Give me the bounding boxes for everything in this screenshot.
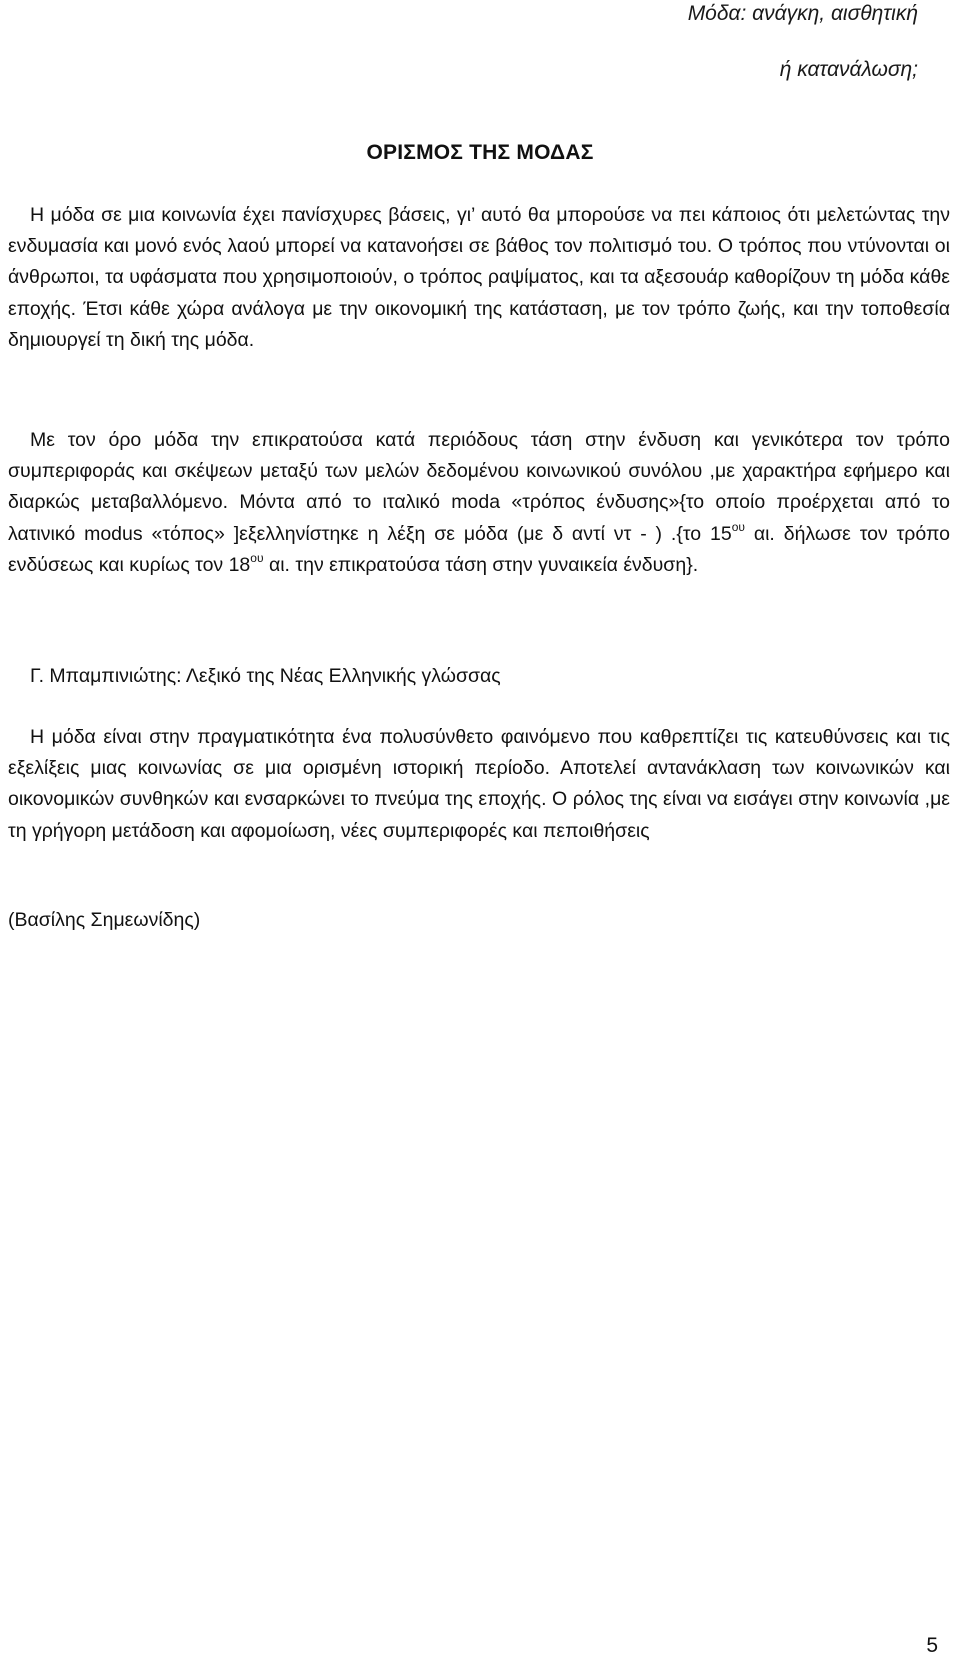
citation-author: (Βασίλης Σημεωνίδης) (8, 909, 201, 931)
definition-text-part-1: Με τον όρο μόδα την επικρατούσα κατά περιόδους τάση στην ένδυση και γενικότερα τον τρόπο συμπεριφοράς και σκέψεων μεταξύ των μελών δεδομένου κοινωνικού συνόλου ,με χαρακτήρα εφήμερο και διαρκώς μεταβαλλόμενο. Μόντα από το ιταλικό moda «τρόπος ένδυσης»{το οποίο προέρχεται από το λατινικό modus «τόπος» ]εξελληνίστηκε η λέξη σε μόδα (με δ αντί ντ - ) .{το 15 (8, 429, 950, 545)
citation-dictionary: Γ. Μπαμπινιώτης: Λεξικό της Νέας Ελληνικής γλώσσας (30, 665, 501, 687)
paragraph-fashion-phenomenon: Η μόδα είναι στην πραγματικότητα ένα πολυσύνθετο φαινόμενο που καθρεπτίζει τις κατευθύνσεις και τις εξελίξεις μιας κοινωνίας σε μια ορισμένη ιστορική περίοδο. Αποτελεί αντανάκλαση των κοινωνικών και οικονομικών συνθηκών και ενσαρκώνει το πνεύμα της εποχής. Ο ρόλος της είναι να εισάγει στην κοινωνία ,με τη γρήγορη μετάδοση και αφομοίωση, νέες συμπεριφορές και πεποιθήσεις (8, 726, 950, 842)
running-header-line-2: ή κατανάλωση; (779, 58, 918, 81)
running-header-line-1: Μόδα: ανάγκη, αισθητική (687, 2, 918, 25)
paragraph-fashion-basis: Η μόδα σε μια κοινωνία έχει πανίσχυρες βάσεις, γι’ αυτό θα μπορούσε να πει κάποιος ότι μελετώντας την ενδυμασία και μονό ενός λαού μπορεί να κατανοήσει σε βάθος τον πολιτισμό του. Ο τρόπος που ντύνονται οι άνθρωποι, τα υφάσματα που χρησιμοποιούν, ο τρόπος ραψίματος, και τα αξεσουάρ καθορίζουν τη μόδα κάθε εποχής. Έτσι κάθε χώρα ανάλογα με την οικονομική της κατάσταση, με τον τρόπο ζωής, και την τοποθεσία δημιουργεί τη δική της μόδα. (8, 204, 950, 351)
century-superscript-2: ου (250, 550, 264, 565)
page-number: 5 (926, 1634, 938, 1657)
definition-text-part-2: αι. δήλωσε τον τρόπο ενδύσεως και κυρίως τον 18 (8, 522, 950, 576)
century-superscript-1: ου (731, 519, 745, 534)
paragraph-fashion-definition (8, 425, 950, 581)
definition-text-part-3: αι. την επικρατούσα τάση στην γυναικεία ένδυση}. (263, 553, 699, 576)
section-title: ΟΡΙΣΜΟΣ ΤΗΣ ΜΟΔΑΣ (366, 141, 594, 164)
